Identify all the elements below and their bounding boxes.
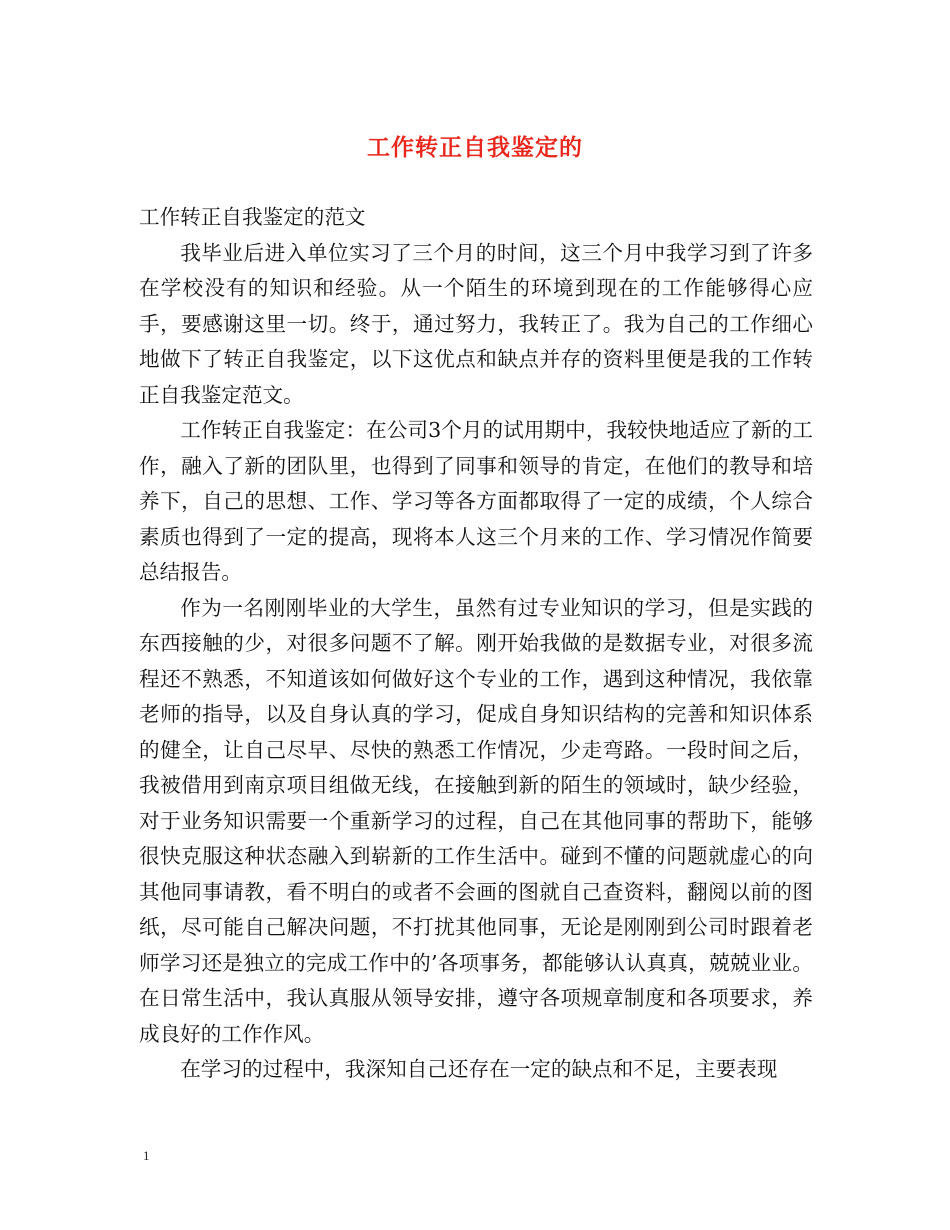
document-title: 工作转正自我鉴定的 — [367, 134, 583, 161]
document-body — [139, 200, 813, 1088]
body-paragraph: 作为一名刚刚毕业的大学生，虽然有过专业知识的学习，但是实践的东西接触的少，对很多问题不了解。刚开始我做的是数据专业，对很多流程还不熟悉，不知道该如何做好这个专业的工作，遇到这种情况，我依靠老师的指导，以及自身认真的学习，促成自身知识结构的完善和知识体系的健全，让自己尽早、尽快的熟悉工作情况，少走弯路。一段时间之后，我被借用到南京项目组做无线，在接触到新的陌生的领域时，缺少经验，对于业务知识需要一个重新学习的过程，自己在其他同事的帮助下，能够很快克服这种状态融入到崭新的工作生活中。碰到不懂的问题就虚心的向其他同事请教，看不明白的或者不会画的图就自己查资料，翻阅以前的图纸，尽可能自己解决问题，不打扰其他同事，无论是刚刚到公司时跟着老师学习还是独立的完成工作中的’各项事务，都能够认认真真，兢兢业业。在日常生活中，我认真服从领导安排，遵守各项规章制度和各项要求，养成良好的工作作风。 — [139, 595, 813, 1046]
page-number: 1 — [143, 1148, 150, 1163]
body-paragraph: 我毕业后进入单位实习了三个月的时间，这三个月中我学习到了许多在学校没有的知识和经验。从一个陌生的环境到现在的工作能够得心应手，要感谢这里一切。终于，通过努力，我转正了。我为自己的工作细心地做下了转正自我鉴定，以下这优点和缺点并存的资料里便是我的工作转正自我鉴定范文。 — [139, 240, 813, 407]
document-subtitle: 工作转正自我鉴定的范文 — [139, 205, 366, 229]
body-paragraph: 在学习的过程中，我深知自己还存在一定的缺点和不足，主要表现 — [180, 1057, 778, 1081]
body-paragraph: 工作转正自我鉴定：在公司3个月的试用期中，我较快地适应了新的工作，融入了新的团队里，也得到了同事和领导的肯定，在他们的教导和培养下，自己的思想、工作、学习等各方面都取得了一定的成绩，个人综合素质也得到了一定的提高，现将本人这三个月来的工作、学习情况作简要总结报告。 — [139, 418, 813, 584]
